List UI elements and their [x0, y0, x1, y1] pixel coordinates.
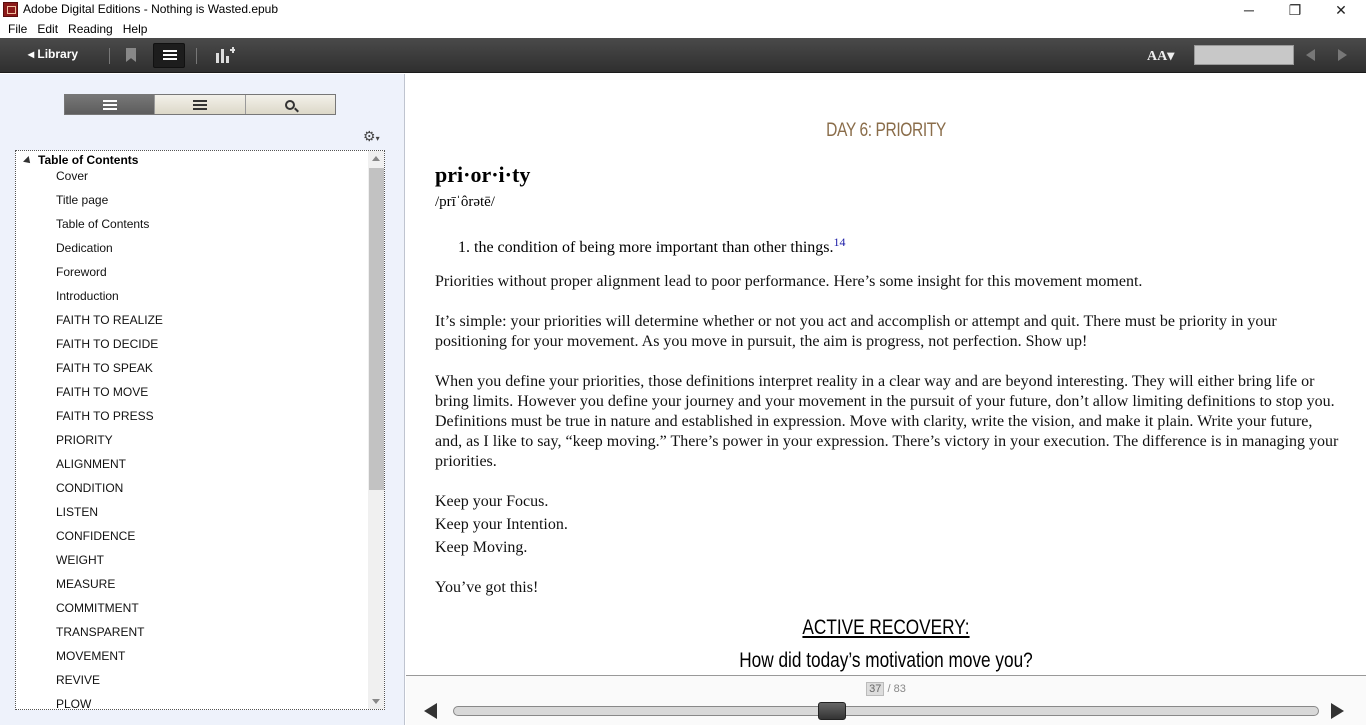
toc-item[interactable]: Foreword — [56, 265, 107, 279]
paragraph: It’s simple: your priorities will determine whether or not you act and accomplish or attempt and quit. There must be priority in your positioning for your movement. As you move in pursuit, the aim is progress, not perfection. Show up! — [435, 313, 1277, 350]
reading-pane — [406, 74, 1366, 675]
settings-gear[interactable] — [363, 128, 380, 145]
expand-triangle-icon[interactable] — [23, 156, 33, 166]
toc-item[interactable]: MOVEMENT — [56, 649, 126, 663]
toc-item[interactable]: MEASURE — [56, 577, 116, 591]
menu-bar — [0, 20, 1366, 38]
window-title: Adobe Digital Editions - Nothing is Wasted.epub — [23, 2, 279, 16]
toolbar-separator — [109, 48, 110, 64]
pronunciation: /prīˈôrətē/ — [435, 194, 495, 210]
total-pages: 83 — [893, 683, 906, 695]
toc-item[interactable]: PRIORITY — [56, 433, 113, 447]
paragraph: You’ve got this! — [435, 579, 539, 596]
definition — [458, 235, 845, 257]
page-indicator — [406, 682, 1366, 696]
toc-item[interactable]: FAITH TO PRESS — [56, 409, 154, 423]
page-slider[interactable] — [453, 706, 1319, 716]
toolbar — [0, 38, 1366, 73]
toc-icon — [103, 100, 117, 110]
definition-text: 1. the condition of being more important than other things. — [458, 239, 834, 256]
scroll-down-icon[interactable] — [372, 699, 380, 704]
toolbar-separator — [196, 48, 197, 64]
toc-item[interactable]: CONDITION — [56, 481, 124, 495]
tab-search[interactable] — [246, 95, 335, 114]
toc-item[interactable]: REVIVE — [56, 673, 101, 687]
toc-item[interactable]: Introduction — [56, 289, 119, 303]
scroll-up-icon[interactable] — [372, 156, 380, 161]
bookmark-icon[interactable] — [126, 48, 136, 62]
chevron-down-icon: ▾ — [375, 134, 380, 143]
sidebar — [0, 74, 405, 725]
next-result-icon[interactable] — [1338, 49, 1347, 61]
toc-item[interactable]: COMMITMENT — [56, 601, 139, 615]
page-navigation — [406, 675, 1366, 725]
prev-result-icon[interactable] — [1306, 49, 1315, 61]
toc-root-label: Table of Contents — [38, 153, 139, 167]
section-question: How did today’s motivation move you? — [739, 649, 1033, 672]
app-icon — [3, 2, 18, 17]
current-page[interactable]: 37 — [866, 682, 884, 696]
toc-item[interactable]: PLOW — [56, 697, 92, 710]
toc-item[interactable]: Cover — [56, 169, 89, 183]
menu-reading[interactable]: Reading — [68, 22, 113, 36]
tab-annotations[interactable] — [155, 95, 245, 114]
toc-item[interactable]: Dedication — [56, 241, 113, 255]
maximize-button[interactable]: ❐ — [1288, 1, 1302, 18]
keep-line: Keep Moving. — [435, 539, 528, 556]
section-heading: ACTIVE RECOVERY: — [802, 616, 970, 639]
paragraph: Priorities without proper alignment lead to poor performance. Here’s some insight for this movement moment. — [435, 273, 1143, 290]
keep-line: Keep your Focus. — [435, 493, 549, 510]
sidebar-view-tabs — [64, 94, 336, 115]
toc-item[interactable]: LISTEN — [56, 505, 99, 519]
toc-item[interactable]: FAITH TO DECIDE — [56, 337, 159, 351]
toc-item[interactable]: FAITH TO SPEAK — [56, 361, 153, 375]
gear-icon: ⚙ — [363, 128, 376, 144]
chapter-title: DAY 6: PRIORITY — [826, 120, 946, 141]
search-icon — [285, 100, 295, 110]
toc-tree — [15, 150, 385, 710]
add-bookmark-chart-icon[interactable] — [215, 47, 235, 63]
toc-item[interactable]: Table of Contents — [56, 217, 150, 231]
toc-root[interactable] — [24, 153, 138, 167]
font-size-button[interactable]: AA▾ — [1147, 49, 1175, 64]
scroll-thumb[interactable] — [369, 168, 384, 490]
toc-scrollbar[interactable] — [368, 151, 385, 709]
toc-item[interactable]: WEIGHT — [56, 553, 104, 567]
toc-item[interactable]: ALIGNMENT — [56, 457, 127, 471]
annotations-icon — [193, 100, 207, 110]
minimize-button[interactable]: ─ — [1244, 2, 1254, 18]
menu-edit[interactable]: Edit — [37, 22, 59, 36]
list-icon — [163, 50, 177, 52]
toc-item[interactable]: Title page — [56, 193, 109, 207]
tab-toc[interactable] — [65, 95, 155, 114]
close-button[interactable]: ✕ — [1335, 1, 1347, 18]
search-input[interactable] — [1194, 45, 1294, 65]
next-page-icon[interactable] — [1331, 703, 1344, 719]
toc-toggle-button[interactable] — [153, 43, 185, 68]
page-slider-thumb[interactable] — [818, 702, 846, 720]
keep-line: Keep your Intention. — [435, 516, 568, 533]
page-separator: / — [884, 683, 894, 695]
toc-item[interactable]: FAITH TO REALIZE — [56, 313, 163, 327]
toc-list — [56, 169, 163, 710]
title-bar — [0, 0, 1366, 20]
toc-item[interactable]: FAITH TO MOVE — [56, 385, 149, 399]
toc-item[interactable]: CONFIDENCE — [56, 529, 136, 543]
headword: pri·or·i·ty — [435, 162, 531, 187]
prev-page-icon[interactable] — [424, 703, 437, 719]
library-button[interactable]: ◂ Library — [28, 47, 79, 61]
paragraph: When you define your priorities, those definitions interpret reality in a clear way and are beyond interesting. They will either bring life or bring limits. However you define your journey and your movement in the pursuit of your future, don’t allow limiting definitions to stop you. Definitions must be true in nature and established in expression. Move with clarity, write the vision, and make it plain. Write your future, and, as I like to say, “keep moving.” There’s power in your expression. There’s victory in your execution. The difference is in managing your priorities. — [435, 373, 1339, 470]
footnote-link[interactable]: 14 — [833, 235, 846, 249]
toc-item[interactable]: TRANSPARENT — [56, 625, 145, 639]
menu-file[interactable]: File — [8, 22, 28, 36]
menu-help[interactable]: Help — [122, 22, 148, 36]
